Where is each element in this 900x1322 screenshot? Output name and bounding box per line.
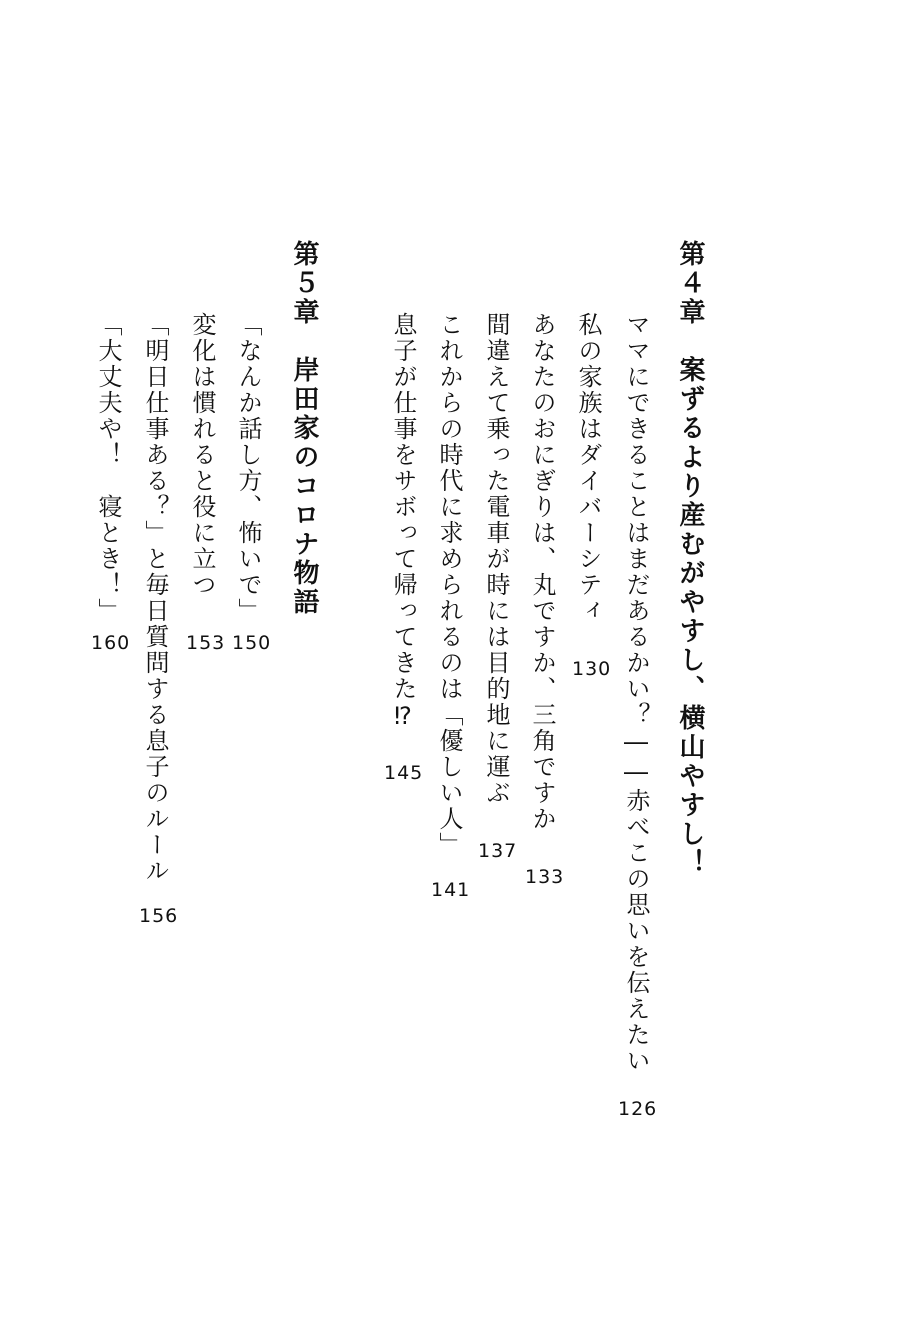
- toc-entry-title: ママにできることはまだあるかい？――赤べこの思いを伝えたい: [622, 312, 650, 1074]
- toc-entry-page: 130: [572, 658, 612, 680]
- toc-entry-page: 145: [384, 762, 424, 784]
- toc-entry-title: あなたのおにぎりは、丸ですか、三角ですか: [528, 312, 556, 832]
- toc-entry-title: 変化は慣れると役に立つ: [188, 312, 216, 598]
- toc-entry-page: 141: [431, 879, 471, 901]
- toc-entry-title: 間違えて乗った電車が時には目的地に運ぶ: [482, 312, 510, 806]
- toc-entry-title: 「なんか話し方、怖いで」: [234, 312, 262, 624]
- toc-entry-title: 「大丈夫や！ 寝とき！」: [94, 312, 122, 624]
- toc-entry-title: 息子が仕事をサボって帰ってきた⁉: [389, 312, 417, 732]
- toc-entry-page: 153: [186, 632, 226, 654]
- toc-entry-page: 137: [478, 840, 518, 862]
- toc-entry-title: 「明日仕事ある？」と毎日質問する息子のルール: [141, 312, 169, 884]
- toc-entry-page: 150: [232, 632, 272, 654]
- toc-entry-page: 126: [618, 1098, 658, 1120]
- toc-entry-title: 私の家族はダイバーシティ: [574, 312, 602, 624]
- toc-entry-page: 133: [525, 866, 565, 888]
- toc-entry-page: 160: [91, 632, 131, 654]
- chapter4-heading: 第４章 案ずるより産むがやすし、横山やすし！: [675, 240, 705, 878]
- toc-entry-title: これからの時代に求められるのは「優しい人」: [435, 312, 463, 858]
- toc-entry-page: 156: [139, 905, 179, 927]
- chapter5-heading: 第５章 岸田家のコロナ物語: [289, 240, 319, 617]
